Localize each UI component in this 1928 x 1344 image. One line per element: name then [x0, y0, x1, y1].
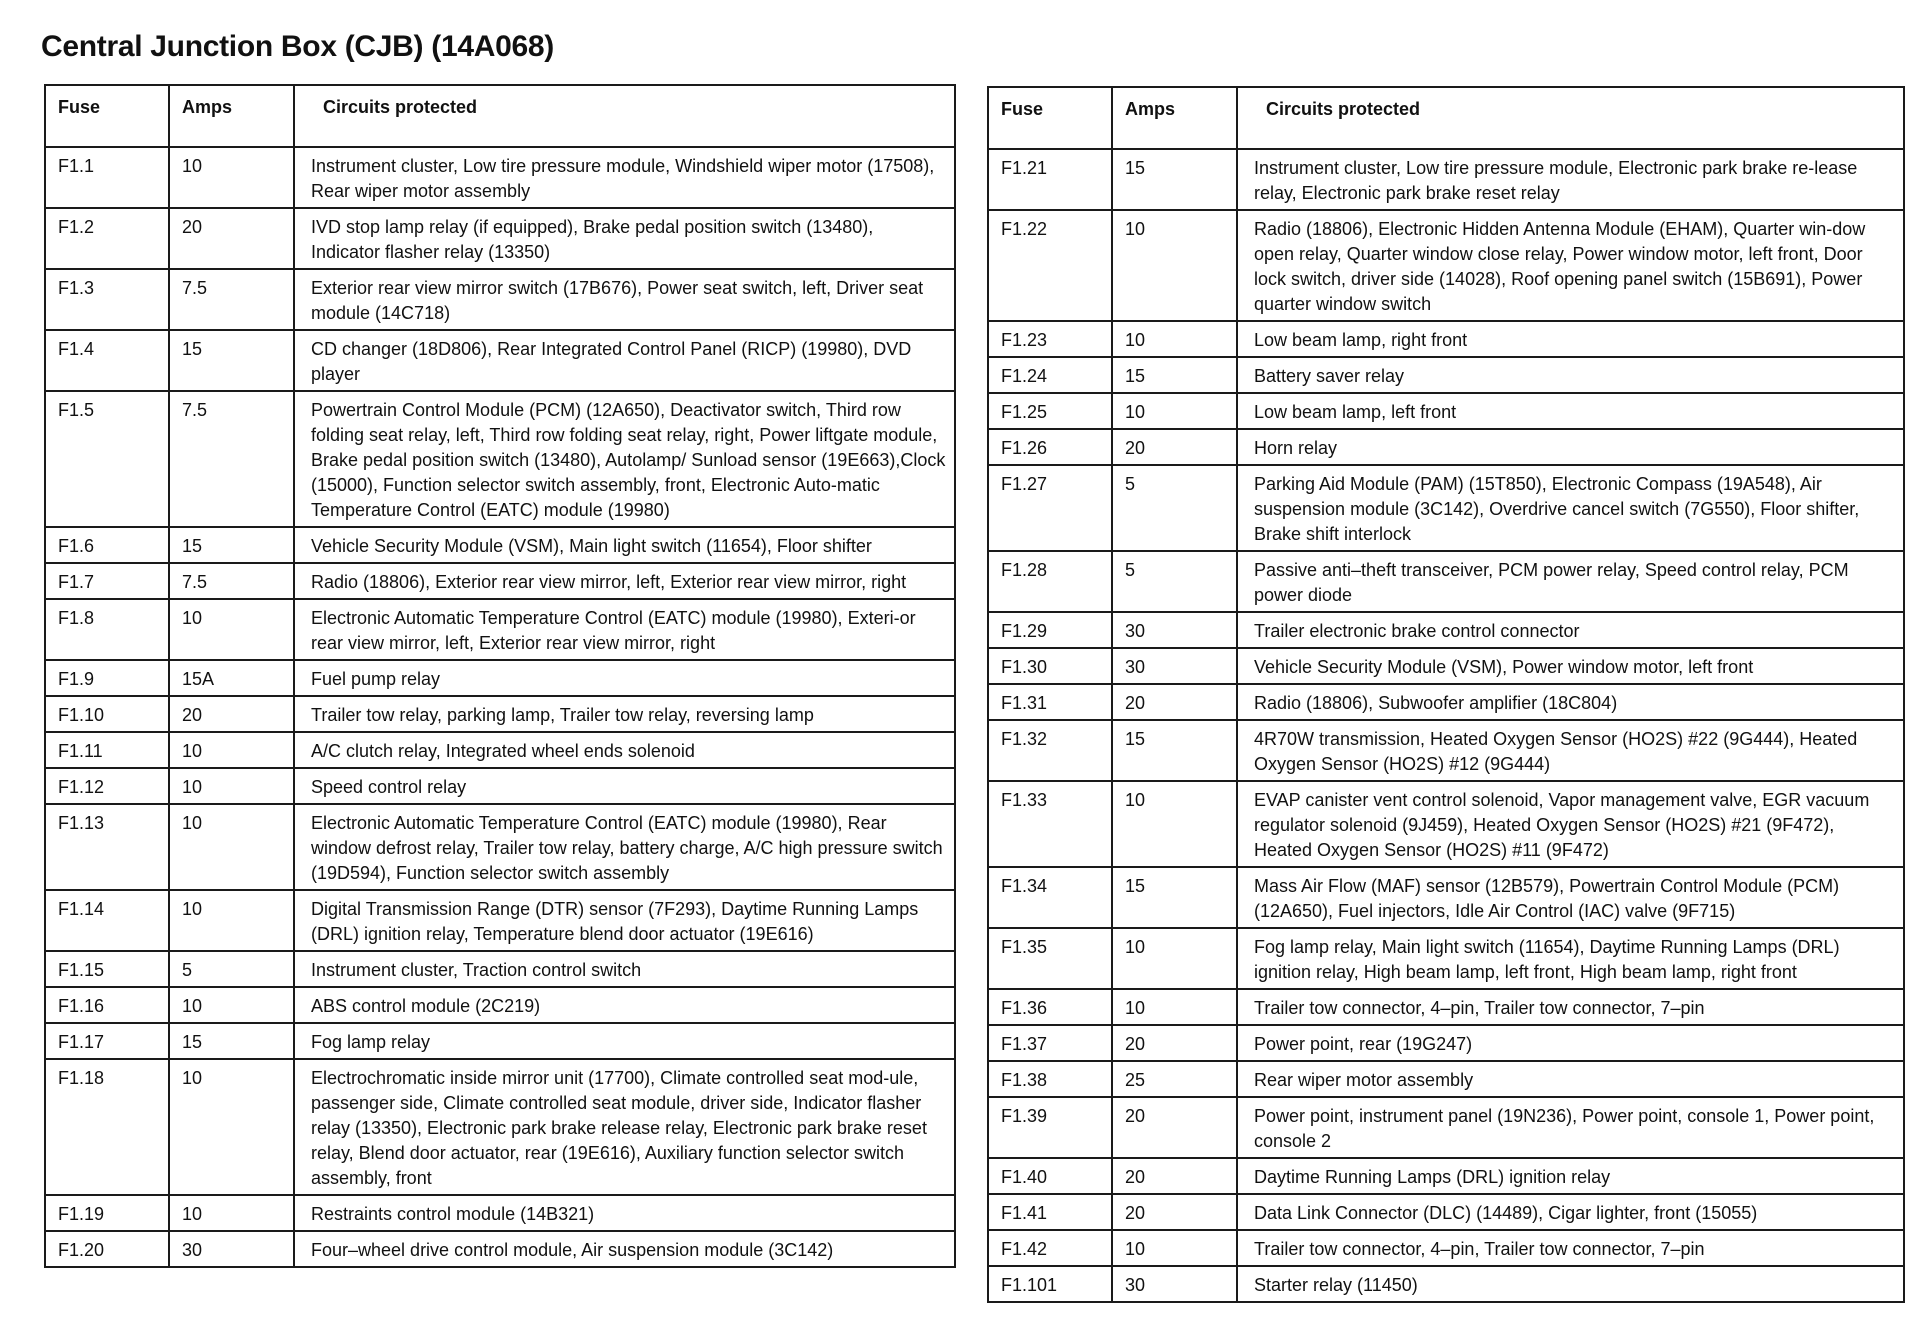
fuse-cell: F1.6 [45, 527, 169, 563]
table-row [988, 1266, 1904, 1302]
circuits-cell: Four–wheel drive control module, Air suspension module (3C142) [294, 1231, 955, 1267]
amps-cell: 10 [169, 804, 294, 890]
amps-cell: 5 [169, 951, 294, 987]
table-row [988, 928, 1904, 989]
table-row [45, 147, 955, 208]
circuits-cell: EVAP canister vent control solenoid, Vapor management valve, EGR vacuum regulator solenoid (9J459), Heated Oxygen Sensor (HO2S) #21 (9F472), Heated Oxygen Sensor (HO2S) #11 (9F472) [1237, 781, 1904, 867]
fuse-cell: F1.40 [988, 1158, 1112, 1194]
table-row [45, 1059, 955, 1195]
table-row [988, 1025, 1904, 1061]
table-row [45, 890, 955, 951]
circuits-column-header: Circuits protected [294, 85, 955, 147]
amps-cell: 10 [1112, 989, 1237, 1025]
table-row [45, 696, 955, 732]
table-row [45, 1231, 955, 1267]
circuits-cell: Electrochromatic inside mirror unit (17700), Climate controlled seat mod-ule, passenger side, Climate controlled seat module, driver side, Indicator flasher relay (13350), Electronic park brake release relay, Electronic park brake reset relay, Blend door actuator, rear (19E616), Auxiliary function selector switch assembly, front [294, 1059, 955, 1195]
amps-cell: 30 [1112, 1266, 1237, 1302]
table-row [45, 1195, 955, 1231]
table-row [988, 1230, 1904, 1266]
page-title: Central Junction Box (CJB) (14A068) [41, 30, 554, 63]
amps-cell: 20 [1112, 429, 1237, 465]
amps-cell: 10 [1112, 210, 1237, 321]
circuits-cell: Rear wiper motor assembly [1237, 1061, 1904, 1097]
fuse-cell: F1.7 [45, 563, 169, 599]
fuse-cell: F1.16 [45, 987, 169, 1023]
circuits-cell: Radio (18806), Subwoofer amplifier (18C804) [1237, 684, 1904, 720]
circuits-cell: A/C clutch relay, Integrated wheel ends solenoid [294, 732, 955, 768]
circuits-cell: Digital Transmission Range (DTR) sensor (7F293), Daytime Running Lamps (DRL) ignition relay, Temperature blend door actuator (19E616) [294, 890, 955, 951]
amps-cell: 15A [169, 660, 294, 696]
amps-cell: 25 [1112, 1061, 1237, 1097]
table-row [45, 527, 955, 563]
table-row [45, 208, 955, 269]
table-row [45, 330, 955, 391]
fuse-cell: F1.4 [45, 330, 169, 391]
fuse-cell: F1.14 [45, 890, 169, 951]
amps-cell: 30 [1112, 648, 1237, 684]
amps-cell: 15 [169, 1023, 294, 1059]
table-row [988, 429, 1904, 465]
table-row [988, 210, 1904, 321]
amps-cell: 5 [1112, 465, 1237, 551]
table-row [45, 804, 955, 890]
fuse-cell: F1.41 [988, 1194, 1112, 1230]
fuse-cell: F1.29 [988, 612, 1112, 648]
circuits-cell: Passive anti–theft transceiver, PCM power relay, Speed control relay, PCM power diode [1237, 551, 1904, 612]
table-row [45, 951, 955, 987]
table-row [45, 1023, 955, 1059]
circuits-cell: IVD stop lamp relay (if equipped), Brake pedal position switch (13480), Indicator flasher relay (13350) [294, 208, 955, 269]
circuits-cell: Power point, instrument panel (19N236), Power point, console 1, Power point, console 2 [1237, 1097, 1904, 1158]
fuse-cell: F1.30 [988, 648, 1112, 684]
amps-cell: 7.5 [169, 563, 294, 599]
fuse-cell: F1.32 [988, 720, 1112, 781]
amps-cell: 20 [169, 696, 294, 732]
amps-cell: 10 [169, 890, 294, 951]
fuse-cell: F1.11 [45, 732, 169, 768]
table-row [45, 732, 955, 768]
circuits-cell: Powertrain Control Module (PCM) (12A650), Deactivator switch, Third row folding seat relay, left, Third row folding seat relay, right, Power liftgate module, Brake pedal position switch (13480), Autolamp/ Sunload sensor (19E663),Clock (15000), Function selector switch assembly, front, Electronic Auto-matic Temperature Control (EATC) module (19980) [294, 391, 955, 527]
circuits-cell: Power point, rear (19G247) [1237, 1025, 1904, 1061]
table-row [988, 1194, 1904, 1230]
circuits-cell: Parking Aid Module (PAM) (15T850), Electronic Compass (19A548), Air suspension module (3C142), Overdrive cancel switch (7G550), Floor shifter, Brake shift interlock [1237, 465, 1904, 551]
circuits-cell: Fog lamp relay, Main light switch (11654), Daytime Running Lamps (DRL) ignition relay, High beam lamp, left front, High beam lamp, right front [1237, 928, 1904, 989]
table-row [988, 149, 1904, 210]
fuse-cell: F1.24 [988, 357, 1112, 393]
fuse-cell: F1.12 [45, 768, 169, 804]
amps-cell: 10 [1112, 321, 1237, 357]
table-header-row [45, 85, 955, 147]
table-row [988, 989, 1904, 1025]
table-row [988, 465, 1904, 551]
circuits-cell: Trailer tow relay, parking lamp, Trailer tow relay, reversing lamp [294, 696, 955, 732]
amps-cell: 15 [1112, 867, 1237, 928]
amps-cell: 7.5 [169, 391, 294, 527]
fuse-cell: F1.1 [45, 147, 169, 208]
fuse-cell: F1.34 [988, 867, 1112, 928]
table-row [988, 321, 1904, 357]
fuse-cell: F1.13 [45, 804, 169, 890]
amps-cell: 10 [1112, 928, 1237, 989]
table-row [988, 720, 1904, 781]
circuits-cell: Electronic Automatic Temperature Control (EATC) module (19980), Rear window defrost relay, Trailer tow relay, battery charge, A/C high pressure switch (19D594), Function selector switch assembly [294, 804, 955, 890]
fuse-cell: F1.3 [45, 269, 169, 330]
fuse-cell: F1.22 [988, 210, 1112, 321]
table-row [988, 1097, 1904, 1158]
circuits-cell: Battery saver relay [1237, 357, 1904, 393]
circuits-cell: Fog lamp relay [294, 1023, 955, 1059]
table-row [45, 660, 955, 696]
table-header-row [988, 87, 1904, 149]
circuits-cell: Low beam lamp, right front [1237, 321, 1904, 357]
circuits-cell: CD changer (18D806), Rear Integrated Control Panel (RICP) (19980), DVD player [294, 330, 955, 391]
circuits-column-header: Circuits protected [1237, 87, 1904, 149]
fuse-cell: F1.19 [45, 1195, 169, 1231]
fuse-cell: F1.10 [45, 696, 169, 732]
circuits-cell: 4R70W transmission, Heated Oxygen Sensor (HO2S) #22 (9G444), Heated Oxygen Sensor (HO2S) #12 (9G444) [1237, 720, 1904, 781]
fuse-cell: F1.9 [45, 660, 169, 696]
amps-cell: 20 [1112, 684, 1237, 720]
amps-cell: 10 [169, 732, 294, 768]
amps-cell: 20 [1112, 1025, 1237, 1061]
table-row [988, 393, 1904, 429]
table-row [45, 768, 955, 804]
fuse-cell: F1.33 [988, 781, 1112, 867]
amps-cell: 10 [1112, 781, 1237, 867]
amps-cell: 10 [169, 1059, 294, 1195]
table-row [45, 269, 955, 330]
fuse-cell: F1.21 [988, 149, 1112, 210]
circuits-cell: Restraints control module (14B321) [294, 1195, 955, 1231]
circuits-cell: Trailer tow connector, 4–pin, Trailer tow connector, 7–pin [1237, 1230, 1904, 1266]
amps-cell: 15 [169, 330, 294, 391]
fuse-cell: F1.38 [988, 1061, 1112, 1097]
circuits-cell: Low beam lamp, left front [1237, 393, 1904, 429]
fuse-cell: F1.17 [45, 1023, 169, 1059]
amps-cell: 10 [169, 768, 294, 804]
fuse-cell: F1.23 [988, 321, 1112, 357]
circuits-cell: Instrument cluster, Low tire pressure module, Electronic park brake re-lease relay, Electronic park brake reset relay [1237, 149, 1904, 210]
amps-cell: 15 [1112, 357, 1237, 393]
circuits-cell: Vehicle Security Module (VSM), Main light switch (11654), Floor shifter [294, 527, 955, 563]
amps-cell: 10 [169, 987, 294, 1023]
amps-column-header: Amps [1112, 87, 1237, 149]
fuse-cell: F1.101 [988, 1266, 1112, 1302]
circuits-cell: Starter relay (11450) [1237, 1266, 1904, 1302]
amps-cell: 20 [1112, 1194, 1237, 1230]
fuse-cell: F1.20 [45, 1231, 169, 1267]
amps-cell: 15 [1112, 720, 1237, 781]
table-row [988, 357, 1904, 393]
circuits-cell: Horn relay [1237, 429, 1904, 465]
fuse-cell: F1.35 [988, 928, 1112, 989]
amps-cell: 7.5 [169, 269, 294, 330]
table-row [988, 612, 1904, 648]
fuse-cell: F1.27 [988, 465, 1112, 551]
circuits-cell: Radio (18806), Exterior rear view mirror, left, Exterior rear view mirror, right [294, 563, 955, 599]
circuits-cell: Trailer electronic brake control connector [1237, 612, 1904, 648]
fuse-cell: F1.15 [45, 951, 169, 987]
table-row [988, 551, 1904, 612]
fuse-cell: F1.39 [988, 1097, 1112, 1158]
circuits-cell: Vehicle Security Module (VSM), Power window motor, left front [1237, 648, 1904, 684]
fuse-cell: F1.28 [988, 551, 1112, 612]
amps-cell: 10 [169, 599, 294, 660]
amps-cell: 20 [169, 208, 294, 269]
table-row [45, 987, 955, 1023]
circuits-cell: ABS control module (2C219) [294, 987, 955, 1023]
fuse-cell: F1.37 [988, 1025, 1112, 1061]
fuse-column-header: Fuse [988, 87, 1112, 149]
circuits-cell: Radio (18806), Electronic Hidden Antenna Module (EHAM), Quarter win-dow open relay, Quarter window close relay, Power window motor, left front, Door lock switch, driver side (14028), Roof opening panel switch (15B691), Power quarter window switch [1237, 210, 1904, 321]
amps-cell: 30 [1112, 612, 1237, 648]
circuits-cell: Speed control relay [294, 768, 955, 804]
amps-cell: 15 [1112, 149, 1237, 210]
table-row [988, 684, 1904, 720]
fuse-cell: F1.36 [988, 989, 1112, 1025]
circuits-cell: Trailer tow connector, 4–pin, Trailer tow connector, 7–pin [1237, 989, 1904, 1025]
circuits-cell: Exterior rear view mirror switch (17B676), Power seat switch, left, Driver seat module (14C718) [294, 269, 955, 330]
fuse-cell: F1.42 [988, 1230, 1112, 1266]
table-row [988, 1158, 1904, 1194]
fuse-table-left [44, 84, 956, 1268]
amps-cell: 10 [1112, 393, 1237, 429]
amps-cell: 30 [169, 1231, 294, 1267]
fuse-cell: F1.26 [988, 429, 1112, 465]
amps-cell: 10 [169, 1195, 294, 1231]
amps-cell: 20 [1112, 1097, 1237, 1158]
table-row [988, 1061, 1904, 1097]
fuse-cell: F1.5 [45, 391, 169, 527]
circuits-cell: Data Link Connector (DLC) (14489), Cigar lighter, front (15055) [1237, 1194, 1904, 1230]
table-row [988, 648, 1904, 684]
fuse-column-header: Fuse [45, 85, 169, 147]
fuse-cell: F1.25 [988, 393, 1112, 429]
circuits-cell: Instrument cluster, Low tire pressure module, Windshield wiper motor (17508), Rear wiper motor assembly [294, 147, 955, 208]
fuse-cell: F1.2 [45, 208, 169, 269]
amps-cell: 10 [1112, 1230, 1237, 1266]
table-row [988, 867, 1904, 928]
circuits-cell: Fuel pump relay [294, 660, 955, 696]
table-row [988, 781, 1904, 867]
amps-cell: 15 [169, 527, 294, 563]
circuits-cell: Mass Air Flow (MAF) sensor (12B579), Powertrain Control Module (PCM) (12A650), Fuel injectors, Idle Air Control (IAC) valve (9F715) [1237, 867, 1904, 928]
table-row [45, 391, 955, 527]
table-row [45, 563, 955, 599]
circuits-cell: Daytime Running Lamps (DRL) ignition relay [1237, 1158, 1904, 1194]
amps-column-header: Amps [169, 85, 294, 147]
circuits-cell: Electronic Automatic Temperature Control (EATC) module (19980), Exteri-or rear view mirror, left, Exterior rear view mirror, right [294, 599, 955, 660]
amps-cell: 5 [1112, 551, 1237, 612]
table-row [45, 599, 955, 660]
fuse-table-right [987, 86, 1905, 1303]
fuse-cell: F1.8 [45, 599, 169, 660]
amps-cell: 20 [1112, 1158, 1237, 1194]
amps-cell: 10 [169, 147, 294, 208]
circuits-cell: Instrument cluster, Traction control switch [294, 951, 955, 987]
fuse-cell: F1.31 [988, 684, 1112, 720]
fuse-cell: F1.18 [45, 1059, 169, 1195]
